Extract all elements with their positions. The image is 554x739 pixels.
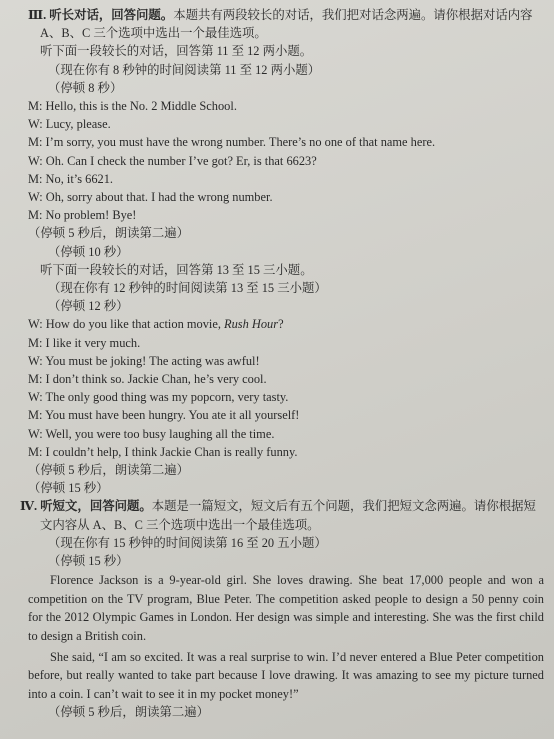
section-4-instructions: 本题是一篇短文，短文后有五个问题，我们把短文念两遍。请你根据短 bbox=[151, 499, 536, 514]
section-3-heading bbox=[28, 6, 550, 24]
dialog-line: M: I like it very much. bbox=[28, 335, 141, 350]
dialog-line: M: No, it’s 6621. bbox=[28, 171, 114, 186]
dialog-line: M: I couldn’t help, I think Jackie Chan is really funny. bbox=[28, 444, 298, 459]
passage-paragraph-1: Florence Jackson is a 9-year-old girl. She loves drawing. She beat 17,000 people and won a competition on the TV program, Blue Peter. The competition asked people to design a 50 penny coin for the 2012 Olympic Games in London. Her design was simple and interesting. She was the first child to design a British coin. bbox=[28, 573, 544, 644]
dialog-line: M: I don’t think so. Jackie Chan, he’s very cool. bbox=[28, 372, 267, 387]
dialog-1-read-time: （现在你有 8 秒钟的时间阅读第 11 至 12 两小题） bbox=[48, 62, 321, 77]
section-4-heading bbox=[20, 497, 550, 515]
dialog-line: M: Hello, this is the No. 2 Middle School. bbox=[28, 99, 237, 114]
dialog-2-intro: 听下面一段较长的对话，回答第 13 至 15 三小题。 bbox=[40, 262, 313, 277]
dialog-line: W: Oh, sorry about that. I had the wrong number. bbox=[28, 190, 273, 205]
section-4-heading-line2: 文内容从 A、B、C 三个选项中选出一个最佳选项。 bbox=[40, 517, 320, 532]
section-3-title: Ⅲ. 听长对话，回答问题。 bbox=[28, 8, 174, 22]
dialog-1-repeat: （停顿 5 秒后，朗读第二遍） bbox=[28, 226, 190, 241]
section-4-pause: （停顿 15 秒） bbox=[48, 554, 129, 569]
dialog-line: W: Well, you were too busy laughing all the time. bbox=[28, 426, 275, 441]
dialog-2-read-time: （现在你有 12 秒钟的时间阅读第 13 至 15 三小题） bbox=[48, 281, 327, 296]
movie-title: Rush Hour bbox=[224, 317, 279, 332]
dialog-1-pause: （停顿 8 秒） bbox=[48, 80, 123, 95]
dialog-line: W: Oh. Can I check the number I’ve got? Er, is that 6623? bbox=[28, 153, 317, 168]
dialog-line: M: I’m sorry, you must have the wrong number. There’s no one of that name here. bbox=[28, 135, 436, 150]
passage-paragraph-2: She said, “I am so excited. It was a real surprise to win. I’d never entered a Blue Peter competition before, but really wanted to take part because I love drawing. It was amazing to see my picture turned into a coin. I can’t wait to see it in my pocket money!” bbox=[28, 649, 544, 701]
dialog-line: W: You must be joking! The acting was awful! bbox=[28, 353, 260, 368]
dialog-line bbox=[28, 315, 550, 333]
dialog-line: W: Lucy, please. bbox=[28, 117, 111, 132]
section-3-instructions: 本题共有两段较长的对话，我们把对话念两遍。请你根据对话内容 bbox=[173, 8, 533, 22]
dialog-2-pause: （停顿 12 秒） bbox=[48, 299, 129, 314]
section-4-read-time: （现在你有 15 秒钟的时间阅读第 16 至 20 五小题） bbox=[48, 535, 327, 550]
dialog-1-repeat-pause: （停顿 10 秒） bbox=[48, 244, 129, 259]
dialog-2-repeat: （停顿 5 秒后，朗读第二遍） bbox=[28, 463, 190, 478]
dialog-2 bbox=[28, 315, 550, 461]
dialog-line: M: No problem! Bye! bbox=[28, 208, 137, 223]
section-3-heading-line2: A、B、C 三个选项中选出一个最佳选项。 bbox=[40, 26, 267, 41]
dialog-line: W: The only good thing was my popcorn, very tasty. bbox=[28, 390, 289, 405]
dialog-2-repeat-pause: （停顿 15 秒） bbox=[28, 481, 109, 496]
section-4-title: Ⅳ. 听短文，回答问题。 bbox=[20, 499, 152, 514]
dialog-1-intro: 听下面一段较长的对话，回答第 11 至 12 两小题。 bbox=[40, 44, 313, 59]
section-4-repeat: （停顿 5 秒后，朗读第二遍） bbox=[48, 705, 210, 720]
dialog-line-punct: ? bbox=[278, 317, 284, 332]
dialog-1 bbox=[28, 97, 550, 224]
dialog-line-text: W: How do you like that action movie, bbox=[28, 317, 225, 332]
dialog-line: M: You must have been hungry. You ate it all yourself! bbox=[28, 408, 300, 423]
